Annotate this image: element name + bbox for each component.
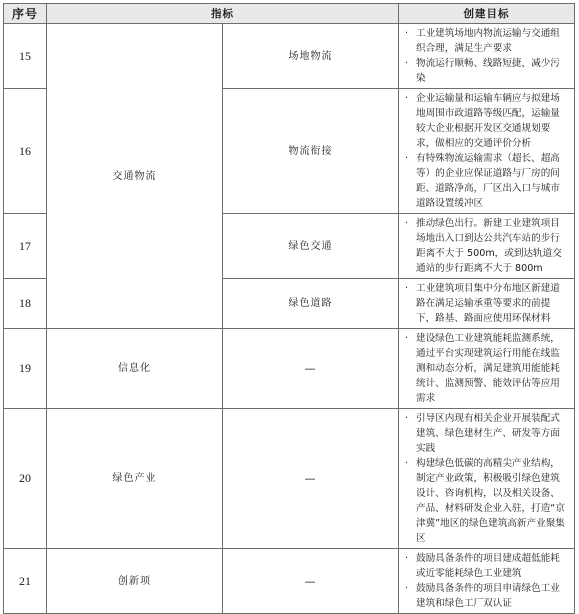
table-row <box>4 329 575 409</box>
bullet: · <box>405 553 409 564</box>
subcategory-cell: — <box>223 549 399 614</box>
table-row <box>4 24 575 89</box>
subcategory-cell: 物流衔接 <box>223 89 399 214</box>
goal-cell <box>399 89 575 214</box>
goal-text: 推动绿色出行。新建工业建筑项目场地出入口到达公共汽车站的步行距离不大于 500m，或到达轨道交通站的步行距离不大于 800m <box>416 218 562 274</box>
goal-text: 有特殊物流运输需求（超长、超高等）的企业应保证道路与厂房的间距、道路净高，厂区出入口与城市道路设置缓冲区 <box>416 153 560 209</box>
subcategory-cell: 绿色道路 <box>223 279 399 329</box>
goal-cell <box>399 409 575 549</box>
table-row <box>4 549 575 614</box>
bullet: · <box>405 93 409 104</box>
goal-item <box>405 151 569 211</box>
bullet: · <box>405 333 409 344</box>
goal-item <box>405 581 569 611</box>
goal-text: 物流运行顺畅、线路短捷，减少污染 <box>416 58 560 84</box>
goal-text: 工业建筑场地内物流运输与交通组织合理，满足生产要求 <box>416 28 560 54</box>
goal-text: 建设绿色工业建筑能耗监测系统，通过平台实现建筑运行用能在线监测和动态分析，满足建筑用能能耗统计、监测预警、能效评估等应用需求 <box>416 333 560 404</box>
bullet: · <box>405 413 409 424</box>
goal-text: 构建绿色低碳的高精尖产业结构，制定产业政策，积极吸引绿色建筑设计、咨询机构，以及相关设备、产品、材料研发企业入驻，打造“京津冀”地区的绿色建筑高新产业聚集区 <box>416 458 565 544</box>
subcategory-cell: — <box>223 329 399 409</box>
category-cell: 绿色产业 <box>47 409 223 549</box>
goal-item <box>405 551 569 581</box>
goal-text: 企业运输量和运输车辆应与拟建场地周围市政道路等级匹配，运输量较大企业根据开发区交通规划要求，做相应的交通评价分析 <box>416 93 560 149</box>
goal-cell <box>399 24 575 89</box>
row-number: 18 <box>4 279 47 329</box>
goal-text: 鼓励具备条件的项目建成超低能耗或近零能耗绿色工业建筑 <box>416 553 560 579</box>
goal-item <box>405 26 569 56</box>
goal-item <box>405 331 569 406</box>
bullet: · <box>405 583 409 594</box>
goal-text: 引导区内现有相关企业开展装配式建筑、绿色建材生产、研发等方面实践 <box>416 413 560 454</box>
row-number: 17 <box>4 214 47 279</box>
goal-cell <box>399 279 575 329</box>
goal-item <box>405 281 569 326</box>
category-cell: 创新项 <box>47 549 223 614</box>
row-number: 21 <box>4 549 47 614</box>
table-header-row <box>4 4 575 24</box>
table-row <box>4 409 575 549</box>
row-number: 20 <box>4 409 47 549</box>
header-goal: 创建目标 <box>399 4 575 24</box>
bullet: · <box>405 58 409 69</box>
bullet: · <box>405 28 409 39</box>
indicator-table <box>3 3 575 614</box>
bullet: · <box>405 153 409 164</box>
subcategory-cell: — <box>223 409 399 549</box>
category-cell: 信息化 <box>47 329 223 409</box>
goal-text: 鼓励具备条件的项目申请绿色工业建筑和绿色工厂双认证 <box>416 583 560 609</box>
goal-item <box>405 56 569 86</box>
goal-item <box>405 91 569 151</box>
goal-cell <box>399 549 575 614</box>
header-no: 序号 <box>4 4 47 24</box>
goal-item <box>405 456 569 546</box>
bullet: · <box>405 458 409 469</box>
row-number: 19 <box>4 329 47 409</box>
row-number: 15 <box>4 24 47 89</box>
goal-text: 工业建筑项目集中分布地区新建道路在满足运输承重等要求的前提下，路基、路面应使用环保材料 <box>416 283 560 324</box>
category-cell: 交通物流 <box>47 24 223 329</box>
bullet: · <box>405 218 409 229</box>
subcategory-cell: 场地物流 <box>223 24 399 89</box>
goal-cell <box>399 329 575 409</box>
subcategory-cell: 绿色交通 <box>223 214 399 279</box>
bullet: · <box>405 283 409 294</box>
header-indicator: 指标 <box>47 4 399 24</box>
goal-item <box>405 216 569 276</box>
row-number: 16 <box>4 89 47 214</box>
goal-cell <box>399 214 575 279</box>
goal-item <box>405 411 569 456</box>
